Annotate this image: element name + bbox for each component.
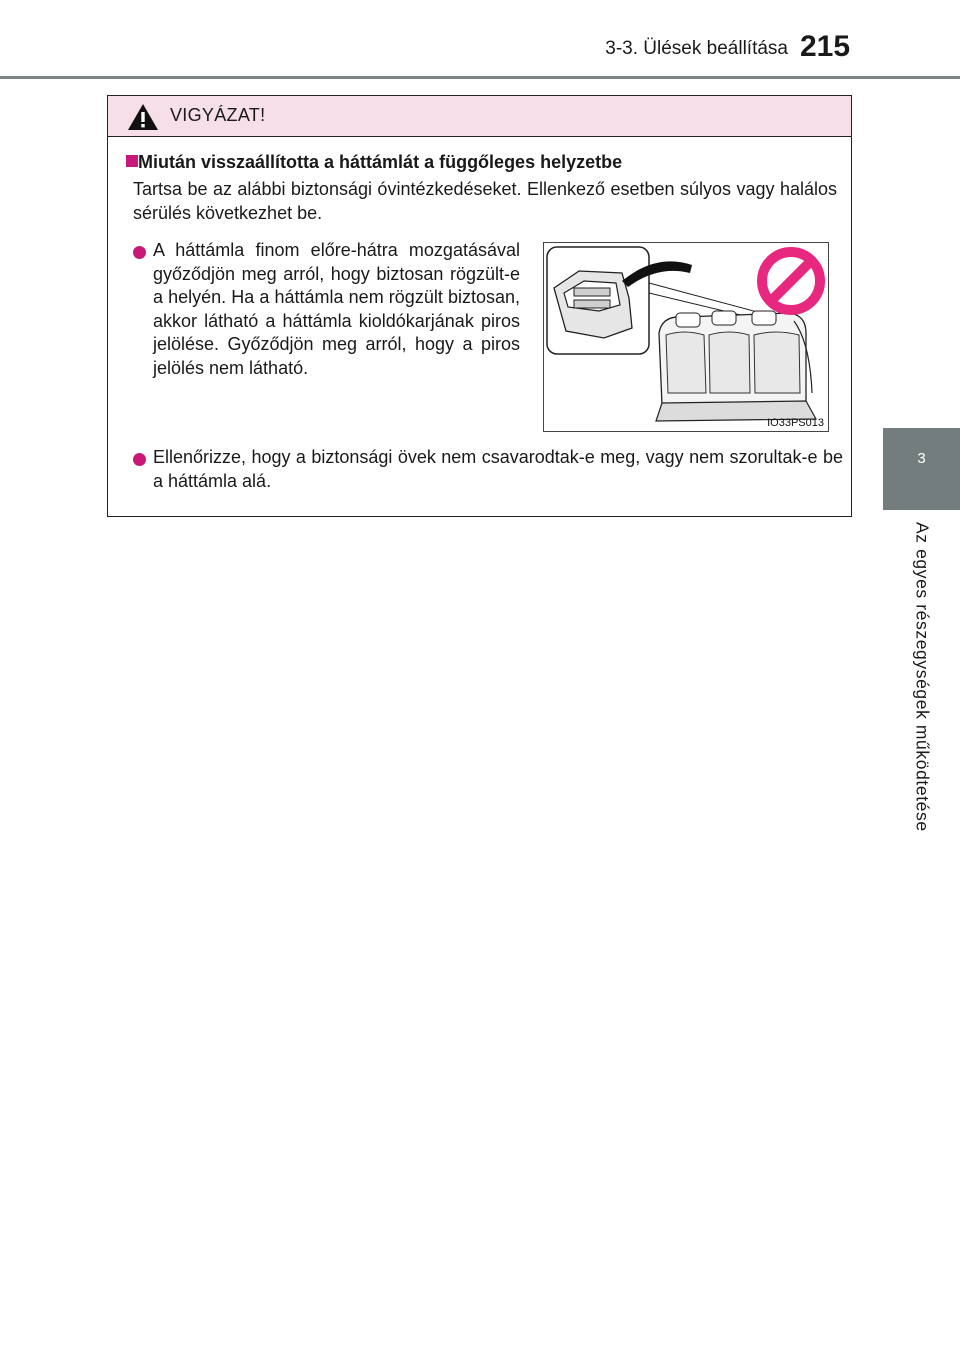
warning-header [108,96,851,137]
warning-box [107,95,852,517]
figure-code: IO33PS013 [767,417,824,429]
bullet-dot-icon [133,453,146,466]
header-rule [0,76,960,79]
warning-triangle-icon [126,102,160,132]
warning-bullet-2: Ellenőrizze, hogy a biztonsági övek nem csavarodtak-e meg, vagy nem szorultak-e be a háttámla alá. [153,447,843,491]
chapter-number: 3 [917,450,926,467]
warning-heading: Miután visszaállította a háttámlát a függőleges helyzetbe [138,152,623,172]
warning-title: VIGYÁZAT! [170,105,266,125]
chapter-tab[interactable] [883,428,960,510]
release-lever-icon [554,271,632,338]
warning-bullet-1: A háttámla finom előre-hátra mozgatásával győződjön meg arról, hogy biztosan rögzült-e a helyén. Ha a háttámla nem rögzült biztosan, akkor látható a háttámla kioldókarjának piros jelölése. Győződjön meg arról, hogy a piros jelölés nem látható. [153,240,520,378]
prohibition-icon [762,252,820,310]
chapter-label: Az egyes részegységek működtetése [912,522,933,832]
bullet-dot-icon [133,246,146,259]
section-title: 3-3. Ülések beállítása [605,38,788,59]
warning-intro: Tartsa be az alábbi biztonsági óvintézkedéseket. Ellenkező esetben súlyos vagy halálos sérülés következhet be. [133,179,837,223]
page-number: 215 [800,30,851,63]
seat-illustration [543,242,829,432]
rear-seat-icon [544,243,828,431]
